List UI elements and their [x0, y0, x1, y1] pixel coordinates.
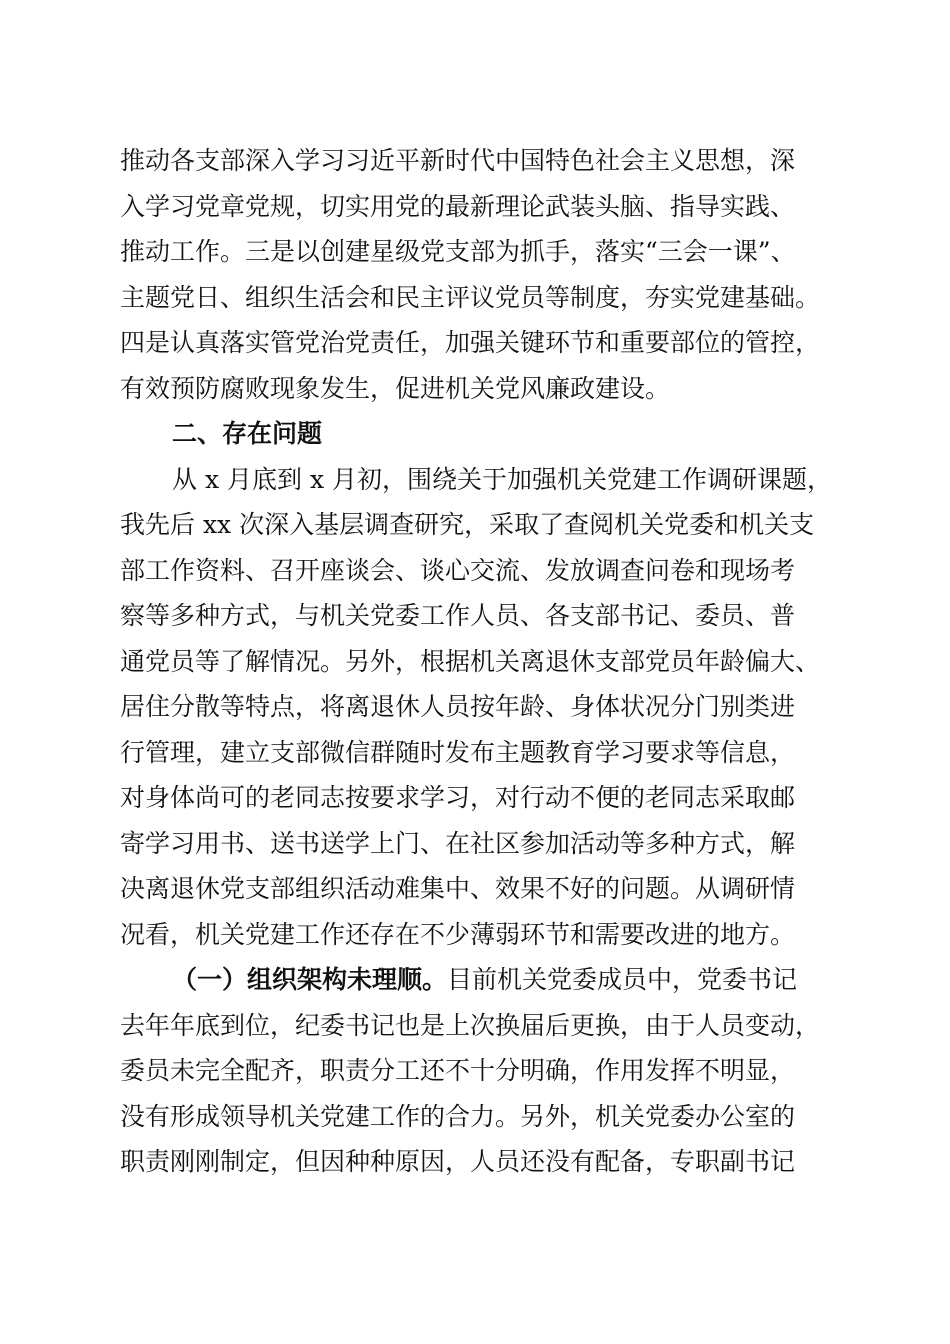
- paragraph-line: 行管理，建立支部微信群随时发布主题教育学习要求等信息，: [120, 737, 796, 767]
- paragraph-line: 四是认真落实管党治党责任，加强关键环节和重要部位的管控，: [120, 328, 821, 357]
- paragraph-line: 我先后 xx 次深入基层调查研究，采取了查阅机关党委和机关支: [120, 510, 815, 539]
- subsection-heading: （一）组织架构未理顺。: [172, 965, 448, 994]
- paragraph-line: 从 x 月底到 x 月初，围绕关于加强机关党建工作调研课题，: [172, 464, 832, 494]
- paragraph-line: 去年年底到位，纪委书记也是上次换届后更换，由于人员变动，: [120, 1010, 821, 1040]
- section-heading: 二、存在问题: [172, 419, 323, 448]
- paragraph-line: 寄学习用书、送书送学上门、在社区参加活动等多种方式，解: [120, 828, 796, 858]
- paragraph-line: 察等多种方式，与机关党委工作人员、各支部书记、委员、普: [120, 601, 796, 630]
- paragraph-line: 决离退休党支部组织活动难集中、效果不好的问题。从调研情: [120, 874, 796, 903]
- paragraph-line: 对身体尚可的老同志按要求学习，对行动不便的老同志采取邮: [120, 783, 796, 812]
- document-body: [120, 138, 860, 1185]
- paragraph-line: 有效预防腐败现象发生，促进机关党风廉政建设。: [120, 373, 671, 403]
- paragraph-text: 目前机关党委成员中，党委书记: [447, 965, 798, 994]
- paragraph-line: 主题党日、组织生活会和民主评议党员等制度，夯实党建基础。: [120, 282, 821, 312]
- paragraph-line: 职责刚刚制定，但因种种原因，人员还没有配备，专职副书记: [120, 1147, 796, 1176]
- paragraph-line: 入学习党章党规，切实用党的最新理论武装头脑、指导实践、: [120, 191, 796, 221]
- paragraph-line: 况看，机关党建工作还存在不少薄弱环节和需要改进的地方。: [120, 919, 796, 949]
- paragraph-line: 通党员等了解情况。另外，根据机关离退休支部党员年龄偏大、: [120, 646, 821, 676]
- paragraph-line: 委员未完全配齐，职责分工还不十分明确，作用发挥不明显，: [120, 1056, 796, 1085]
- paragraph-line: 居住分散等特点，将离退休人员按年龄、身体状况分门别类进: [120, 692, 796, 721]
- paragraph-line: 部工作资料、召开座谈会、谈心交流、发放调查问卷和现场考: [120, 555, 796, 585]
- paragraph-line: 没有形成领导机关党建工作的合力。另外，机关党委办公室的: [120, 1101, 796, 1131]
- paragraph-line: 推动各支部深入学习习近平新时代中国特色社会主义思想，深: [120, 146, 796, 175]
- subsection-first-line: [120, 957, 860, 1003]
- paragraph-line: 推动工作。三是以创建星级党支部为抓手，落实“三会一课”、: [120, 237, 796, 266]
